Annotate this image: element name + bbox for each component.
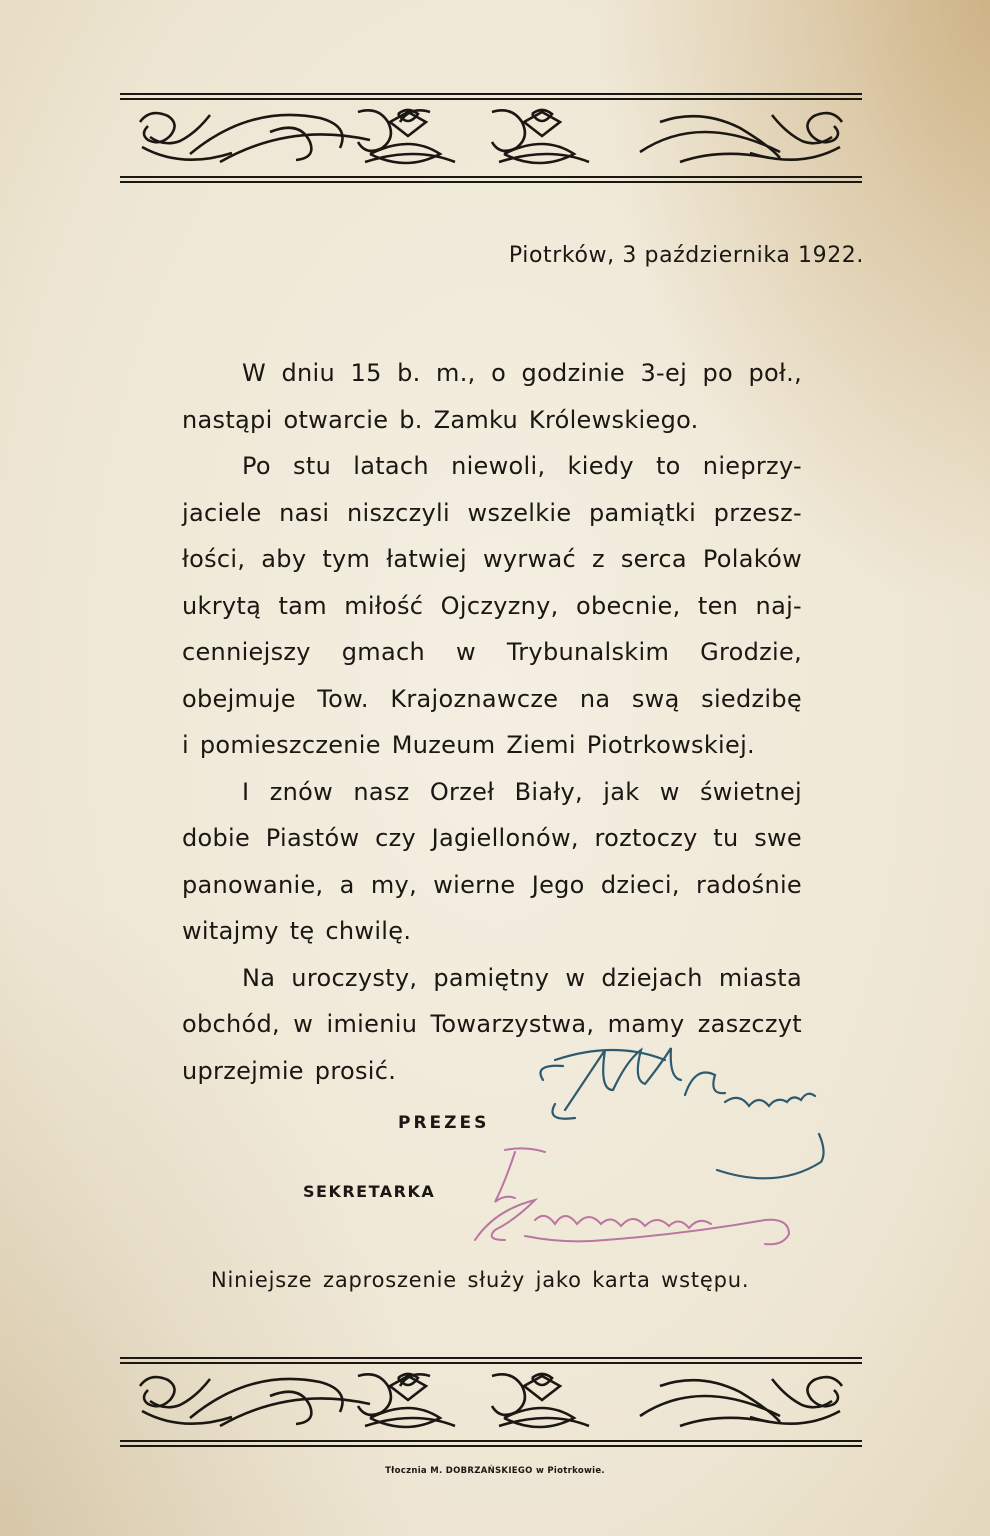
body-line: Po stu latach niewoli, kiedy to nieprzy-: [242, 452, 802, 480]
ornament-svg: [120, 1356, 862, 1448]
body-line: I znów nasz Orzeł Biały, jak w świetnej: [242, 777, 802, 806]
ornament-svg: [120, 92, 862, 184]
body-line: nastąpi otwarcie b. Zamku Królewskiego.: [182, 405, 699, 434]
body-line: i pomieszczenie Muzeum Ziemi Piotrkowskiej.: [182, 731, 755, 759]
body-line: obejmuje Tow. Krajoznawcze na swą siedzibę: [182, 684, 802, 713]
top-ornamental-border: [120, 92, 862, 184]
secretary-signature: [445, 1140, 825, 1274]
date-line: Piotrków, 3 października 1922.: [508, 243, 864, 268]
president-label: PREZES: [398, 1113, 490, 1133]
body-line: panowanie, a my, wierne Jego dzieci, radośnie: [182, 870, 802, 899]
body-line: cenniejszy gmach w Trybunalskim Grodzie,: [182, 638, 802, 666]
body-line: łości, aby tym łatwiej wyrwać z serca Polaków: [182, 545, 802, 573]
admission-note: Niniejsze zaproszenie służy jako karta wstępu.: [211, 1268, 750, 1292]
body-line: Na uroczysty, pamiętny w dziejach miasta: [242, 963, 802, 992]
invitation-body: [182, 350, 802, 1094]
body-line: ukrytą tam miłość Ojczyzny, obecnie, ten naj-: [182, 591, 802, 620]
body-line: dobie Piastów czy Jagiellonów, roztoczy tu swe: [182, 824, 802, 852]
secretary-label: SEKRETARKA: [303, 1182, 436, 1201]
printer-imprint: Tłocznia M. DOBRZAŃSKIEGO w Piotrkowie.: [385, 1466, 605, 1476]
body-line: jaciele nasi niszczyli wszelkie pamiątki przesz-: [182, 498, 802, 527]
body-line: obchód, w imieniu Towarzystwa, mamy zaszczyt: [182, 1010, 802, 1038]
bottom-ornamental-border: [120, 1356, 862, 1448]
body-line: uprzejmie prosić.: [182, 1056, 397, 1085]
body-line: witajmy tę chwilę.: [182, 917, 412, 945]
body-line: W dniu 15 b. m., o godzinie 3-ej po poł.,: [242, 359, 802, 387]
